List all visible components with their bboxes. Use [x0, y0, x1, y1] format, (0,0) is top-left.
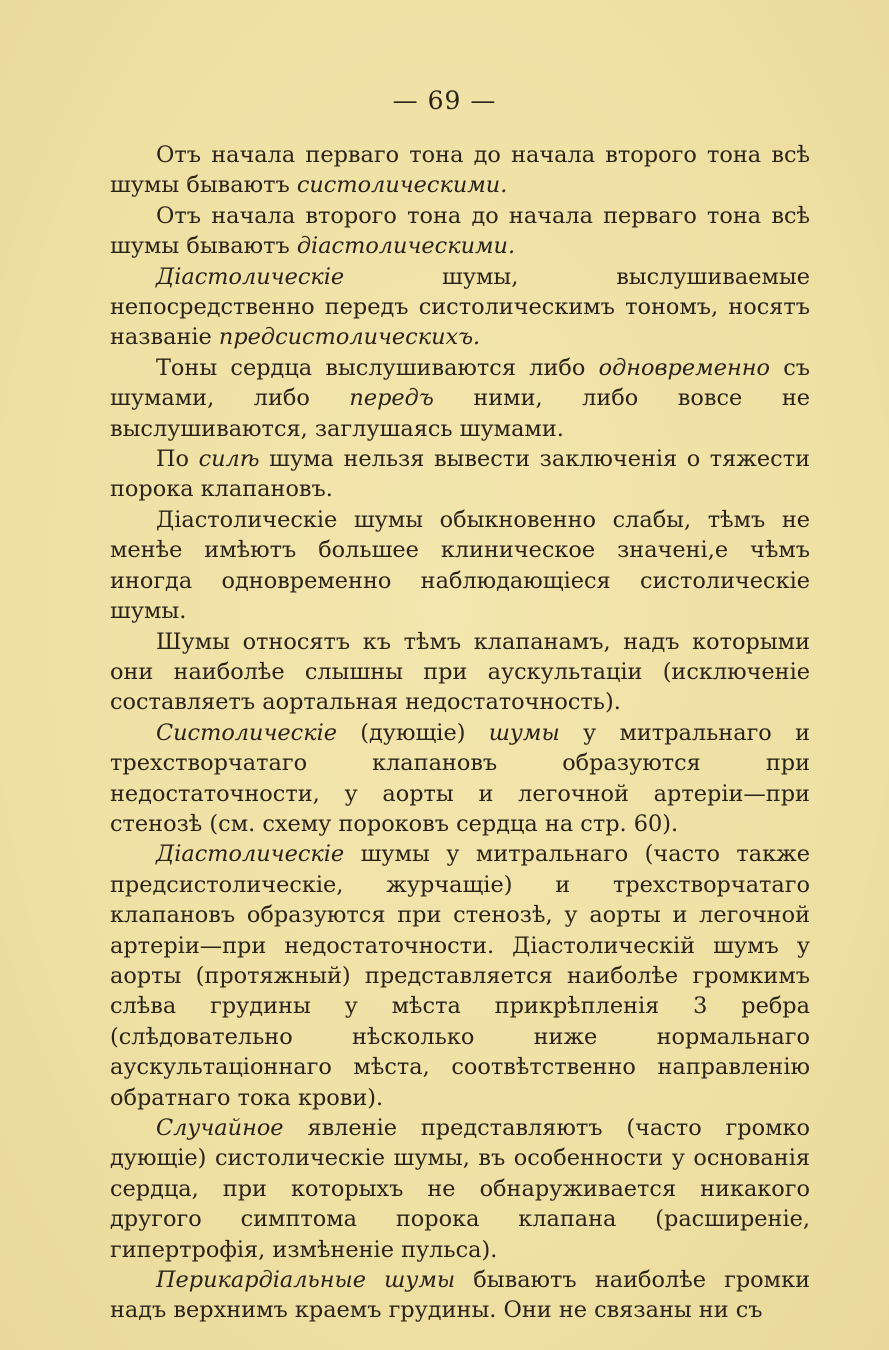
paragraph	[110, 1113, 810, 1265]
body-text	[110, 140, 810, 1326]
italic-term: систолическими.	[296, 172, 508, 199]
paragraph	[110, 353, 810, 444]
italic-term: предсистолическихъ.	[218, 324, 481, 351]
text-span: явленіе представляютъ (часто громко дующіе) систолическіе шумы, въ особенности у основанія сердца, при которыхъ не обнаруживается никакого другого симптома порока клапана (расширеніе, гипертрофія, измѣненіе пульса).	[110, 1115, 810, 1263]
paragraph	[110, 262, 810, 353]
italic-term: одновременно	[598, 354, 770, 381]
paragraph	[110, 201, 810, 262]
text-span: шумы у митральнаго (часто также предсистолическіе, журчащіе) и трехстворчатаго клапановъ образуются при стенозѣ, у аорты и легочной артеріи—при недостаточности. Діастолическій шумъ у аорты (протяжный) представляется наиболѣе громкимъ слѣва грудины у мѣста прикрѣпленія 3 ребра (слѣдовательно нѣсколько ниже нормальнаго аускультаціоннаго мѣста, соотвѣтственно направленію обратнаго тока крови).	[110, 841, 810, 1111]
text-span: Отъ начала перваго тона до начала второго тона всѣ шумы бываютъ	[110, 142, 810, 199]
italic-term: силѣ	[198, 446, 260, 473]
italic-term: Случайное	[156, 1115, 284, 1141]
italic-term: шумы	[488, 719, 560, 746]
italic-term: передъ	[349, 385, 434, 412]
text-span: шума нельзя вывести заключенія о тяжести порока клапановъ.	[110, 446, 811, 503]
italic-term: діастолическими.	[296, 233, 516, 260]
text-span: ними, либо вовсе не выслушиваются, заглушаясь шумами.	[110, 385, 810, 442]
text-span: Шумы относятъ къ тѣмъ клапанамъ, надъ которыми они наиболѣе слышны при аускультаціи (исключеніе составляетъ аортальная недостаточность).	[110, 628, 810, 716]
text-span: Отъ начала второго тона до начала перваго тона всѣ шумы бываютъ	[110, 202, 810, 260]
paragraph	[110, 839, 810, 1113]
text-span: шумы, выслушиваемые непосредственно передъ систолическимъ тономъ, носятъ названіе	[110, 263, 810, 351]
paragraph	[110, 444, 810, 505]
italic-term: Діастолическіе	[156, 263, 345, 290]
paragraph	[110, 505, 810, 627]
text-span: (дующіе)	[336, 719, 489, 746]
text-span: у митральнаго и трехстворчатаго клапановъ образуются при недостаточности, у аорты и легочной артеріи—при стенозѣ (см. схему пороковъ сердца на стр. 60).	[110, 719, 810, 837]
paragraph	[110, 718, 810, 840]
text-span: По	[156, 446, 199, 473]
text-span: бываютъ наиболѣе громки надъ верхнимъ краемъ грудины. Они не связаны ни съ	[110, 1267, 810, 1324]
text-span: Тоны сердца выслушиваются либо	[156, 354, 599, 381]
paragraph	[110, 140, 810, 201]
text-span: съ шумами, либо	[110, 354, 810, 412]
italic-term: Діастолическіе	[156, 841, 345, 868]
paragraph	[110, 627, 810, 718]
text-span: Діастолическіе шумы обыкновенно слабы, тѣмъ не менѣе имѣютъ большее клиническое значені,е чѣмъ иногда одновременно наблюдающіеся систолическіе шумы.	[110, 506, 810, 625]
italic-term: Перикардіальные шумы	[156, 1267, 456, 1294]
page-number: — 69 —	[392, 86, 497, 115]
paragraph	[110, 1265, 810, 1326]
italic-term: Систолическіе	[156, 719, 337, 746]
